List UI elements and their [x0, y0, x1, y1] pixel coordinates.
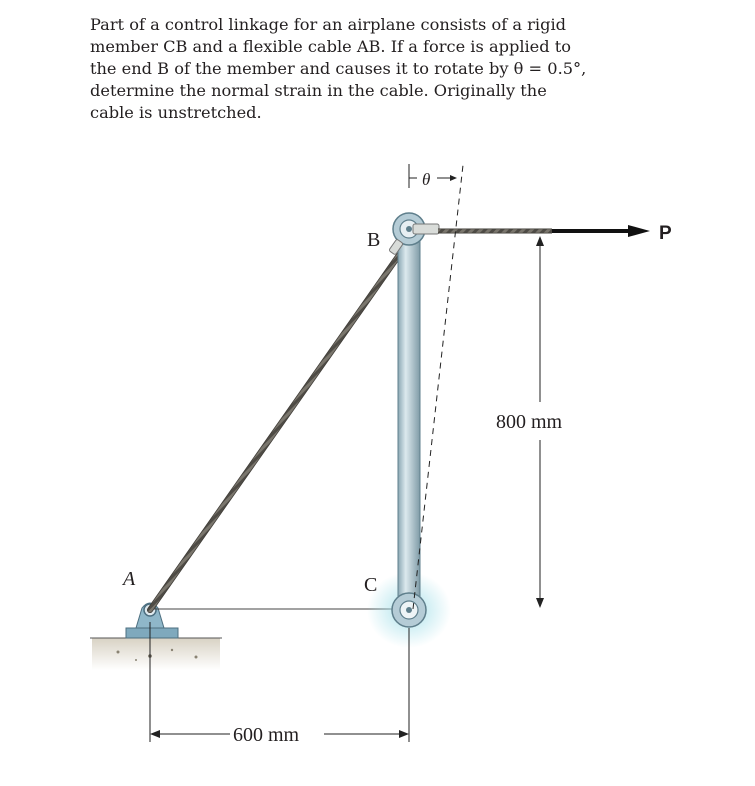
problem-line-1: Part of a control linkage for an airplane consists of a rigid — [90, 15, 566, 34]
cable-AB — [150, 248, 404, 610]
ground-support — [90, 638, 222, 670]
angle-indicator — [409, 164, 457, 188]
rigid-member-CB — [392, 213, 426, 627]
label-C: C — [364, 574, 378, 596]
label-A: A — [123, 568, 136, 590]
label-B: B — [367, 229, 381, 251]
problem-line-5: cable is unstretched. — [90, 103, 262, 122]
label-800mm: 800 mm — [496, 411, 563, 433]
problem-line-3: the end B of the member and causes it to rotate by θ = 0.5°, — [90, 59, 587, 78]
problem-line-2: member CB and a flexible cable AB. If a force is applied to — [90, 37, 572, 56]
problem-line-4: determine the normal strain in the cable. Originally the — [90, 81, 547, 100]
label-600mm: 600 mm — [233, 724, 300, 746]
force-arrow-P — [552, 225, 650, 237]
label-P: P — [659, 223, 672, 244]
label-theta: θ — [422, 170, 431, 189]
